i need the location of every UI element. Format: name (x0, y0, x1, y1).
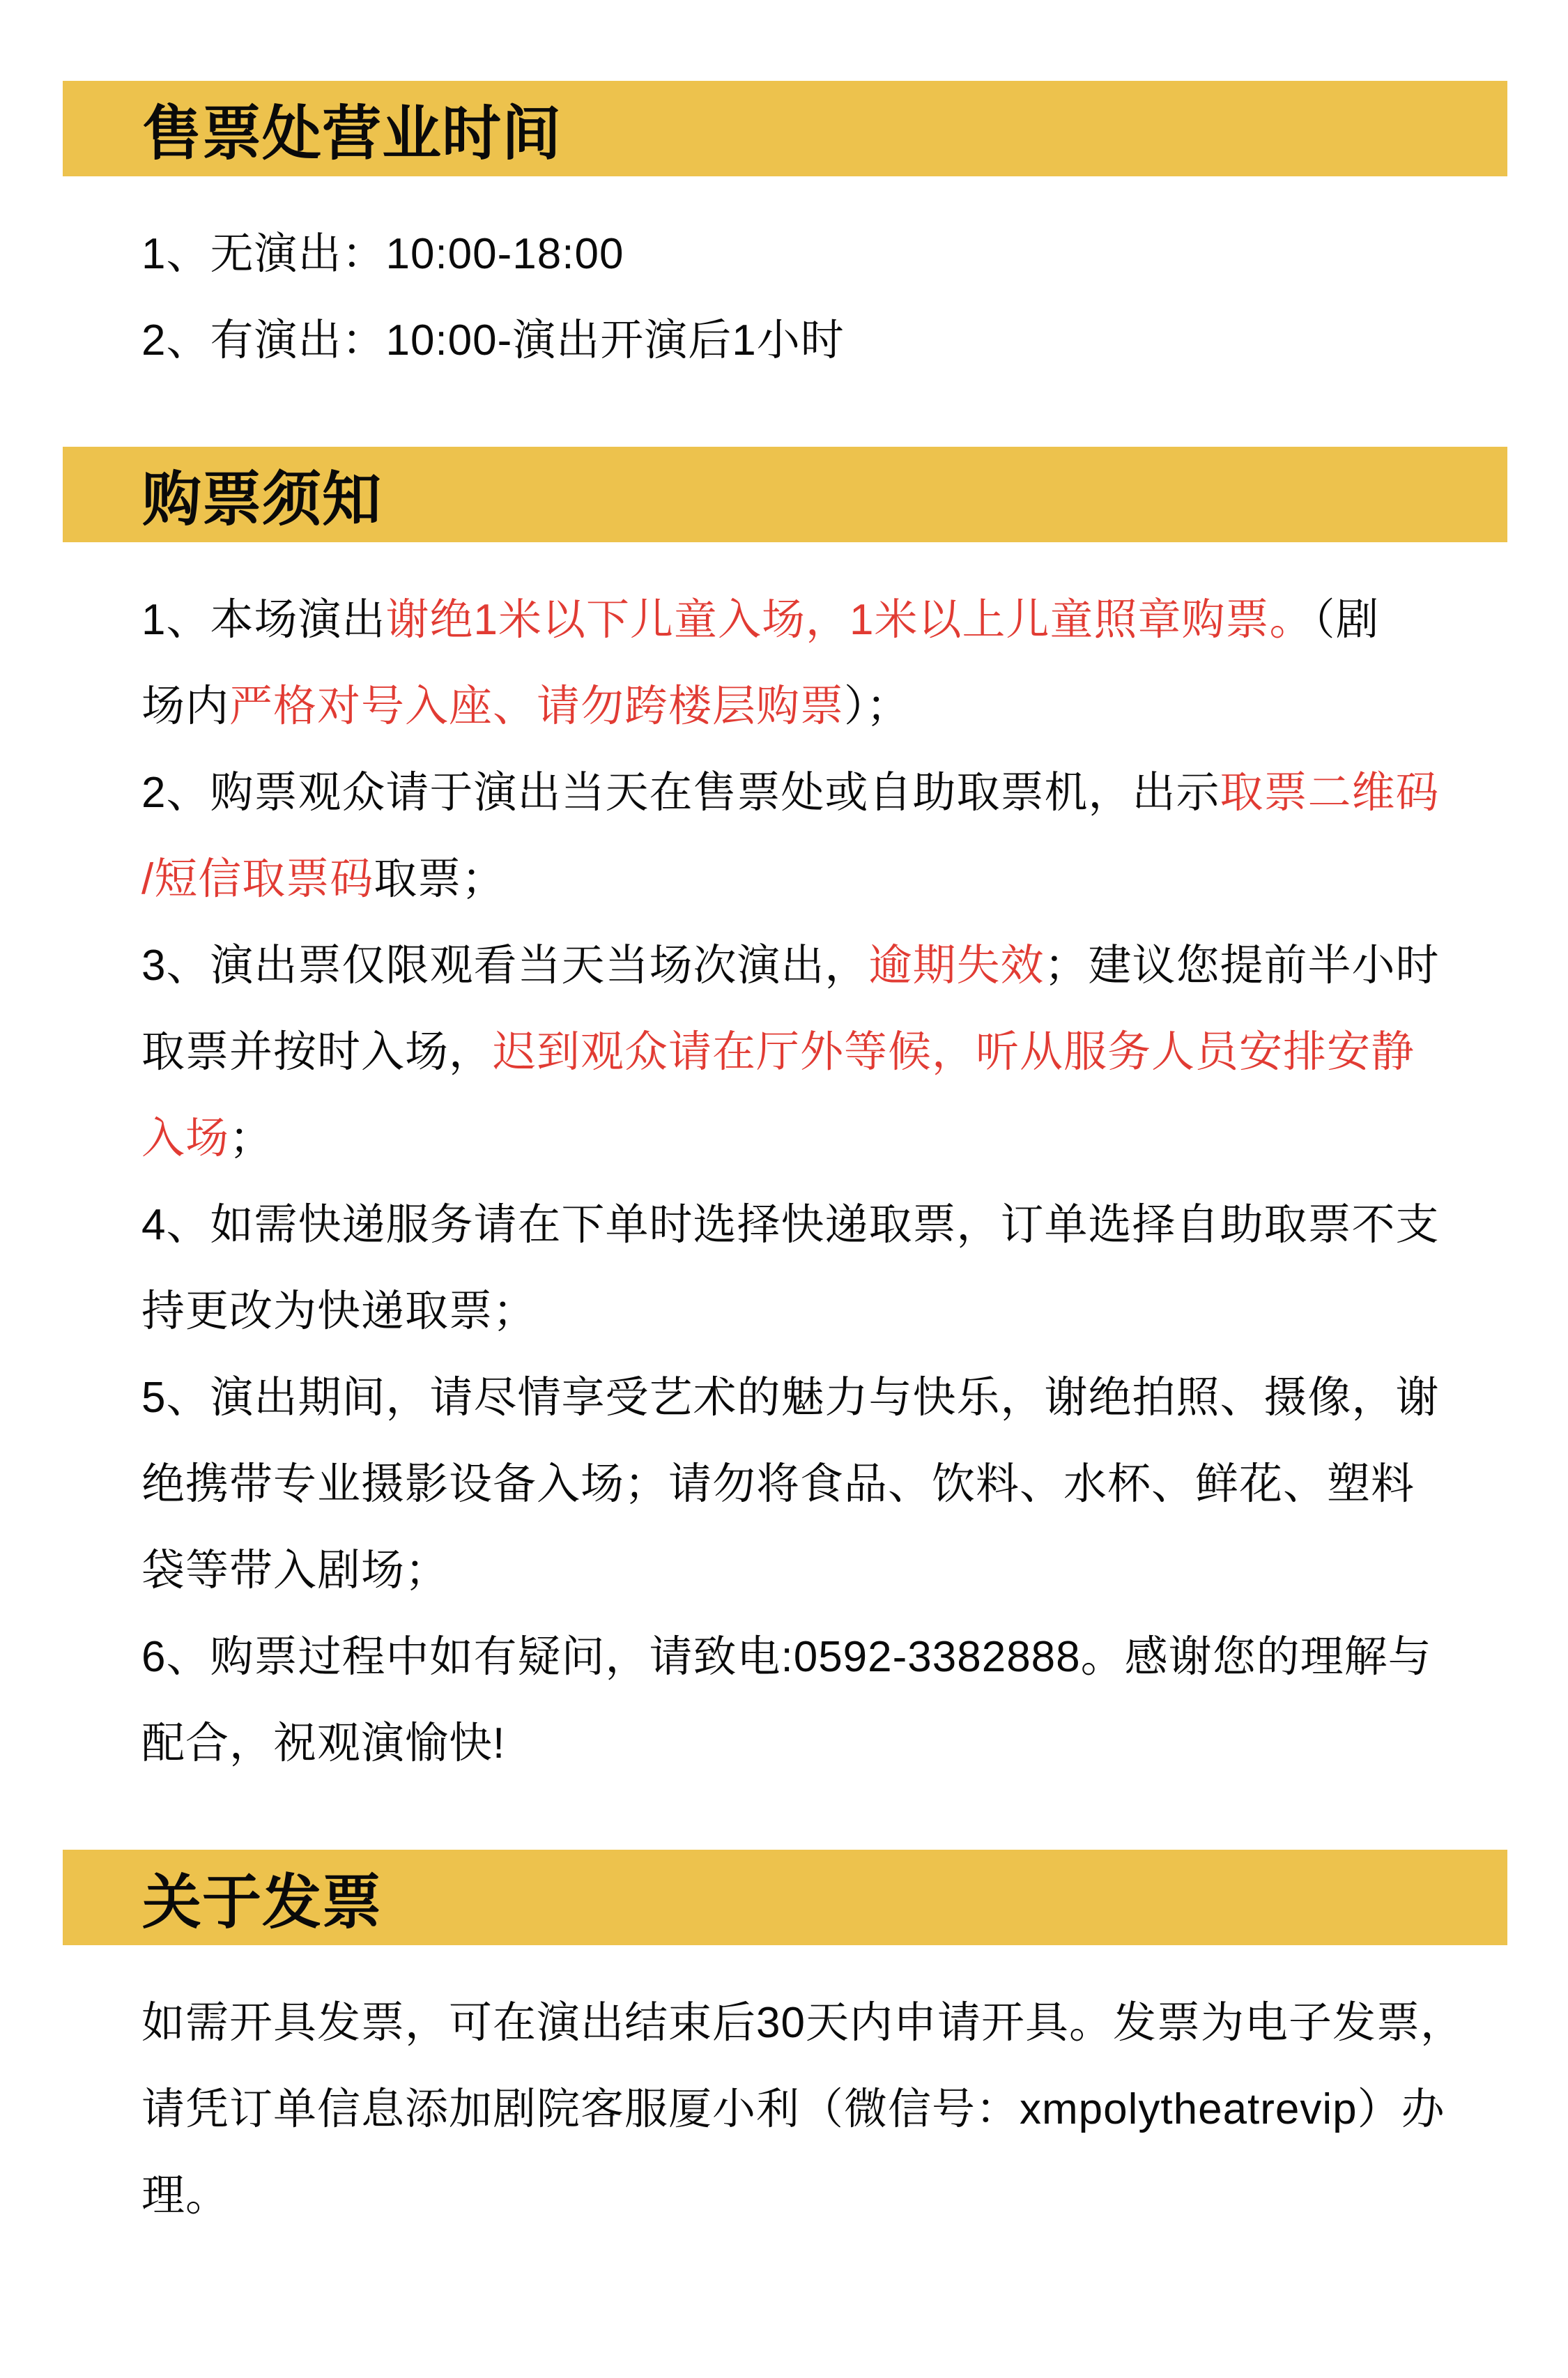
text-segment: 场内 (141, 682, 230, 730)
text-segment: 3、演出票仅限观看当天当场次演出， (141, 942, 869, 990)
text-line (141, 211, 1526, 298)
text-line (141, 2153, 1526, 2239)
text-segment: 谢绝1米以下儿童入场，1米以上儿童照章购票。 (385, 596, 1314, 644)
text-segment: 取票二维码 (1220, 769, 1440, 817)
text-segment: （剧 (1313, 596, 1380, 644)
text-segment: 请凭订单信息添加剧院客服厦小利（微信号：xmpolytheatrevip）办 (141, 2085, 1445, 2133)
text-line (141, 1441, 1526, 1528)
text-line (141, 1980, 1526, 2066)
text-line (141, 1182, 1526, 1268)
text-line (141, 577, 1526, 663)
section-header-bar (63, 1850, 1507, 1945)
text-segment: 理。 (141, 2172, 230, 2220)
text-segment: ）； (844, 682, 911, 730)
text-line (141, 1528, 1526, 1614)
section-invoice-info (0, 1850, 1568, 2302)
section-content-box-office-hours (141, 176, 1526, 447)
text-line (141, 836, 1526, 923)
text-segment: ； (229, 1114, 274, 1163)
text-segment: 6、购票过程中如有疑问，请致电:0592-3382888。感谢您的理解与 (141, 1633, 1432, 1681)
text-line (141, 1701, 1526, 1787)
text-segment: 取票； (374, 855, 506, 903)
text-segment: 入场 (141, 1114, 230, 1163)
text-line (141, 663, 1526, 750)
text-segment: ；建议您提前半小时 (1044, 942, 1440, 990)
text-line (141, 1268, 1526, 1355)
text-line (141, 750, 1526, 836)
section-purchase-notice (0, 447, 1568, 1850)
text-segment: 1、本场演出 (141, 596, 386, 644)
text-segment: 4、如需快递服务请在下单时选择快递取票，订单选择自助取票不支 (141, 1201, 1440, 1249)
text-segment: 逾期失效 (868, 942, 1045, 990)
text-line (141, 2066, 1526, 2153)
text-segment: 持更改为快递取票； (141, 1287, 537, 1335)
text-segment: 5、演出期间，请尽情享受艺术的魅力与快乐，谢绝拍照、摄像，谢 (141, 1374, 1440, 1422)
text-line (141, 923, 1526, 1009)
text-segment: 1、无演出：10:00-18:00 (141, 230, 624, 278)
text-segment: 2、购票观众请于演出当天在售票处或自助取票机，出示 (141, 769, 1220, 817)
text-segment: /短信取票码 (141, 855, 374, 903)
text-segment: 迟到观众请在厅外等候，听从服务人员安排安静 (493, 1028, 1415, 1076)
text-segment: 袋等带入剧场； (141, 1547, 449, 1595)
text-line (141, 1614, 1526, 1701)
text-line (141, 1096, 1526, 1182)
text-line (141, 1009, 1526, 1096)
text-segment: 2、有演出：10:00-演出开演后1小时 (141, 316, 845, 365)
text-segment: 如需开具发票，可在演出结束后30天内申请开具。发票为电子发票， (141, 1999, 1464, 2047)
section-content-purchase-notice (141, 542, 1526, 1850)
text-segment: 绝携带专业摄影设备入场；请勿将食品、饮料、水杯、鲜花、塑料 (141, 1460, 1415, 1508)
text-line (141, 298, 1526, 384)
section-header-bar (63, 81, 1507, 176)
section-title-box-office-hours: 售票处营业时间 (142, 100, 562, 167)
text-segment: 严格对号入座、请勿跨楼层购票 (229, 682, 845, 730)
text-line (141, 1355, 1526, 1441)
text-segment: 配合，祝观演愉快! (141, 1719, 506, 1767)
section-title-invoice-info: 关于发票 (142, 1869, 383, 1936)
section-header-bar (63, 447, 1507, 542)
section-content-invoice-info (141, 1945, 1526, 2302)
section-title-purchase-notice: 购票须知 (142, 466, 383, 533)
text-segment: 取票并按时入场， (141, 1028, 493, 1076)
section-box-office-hours (0, 81, 1568, 447)
